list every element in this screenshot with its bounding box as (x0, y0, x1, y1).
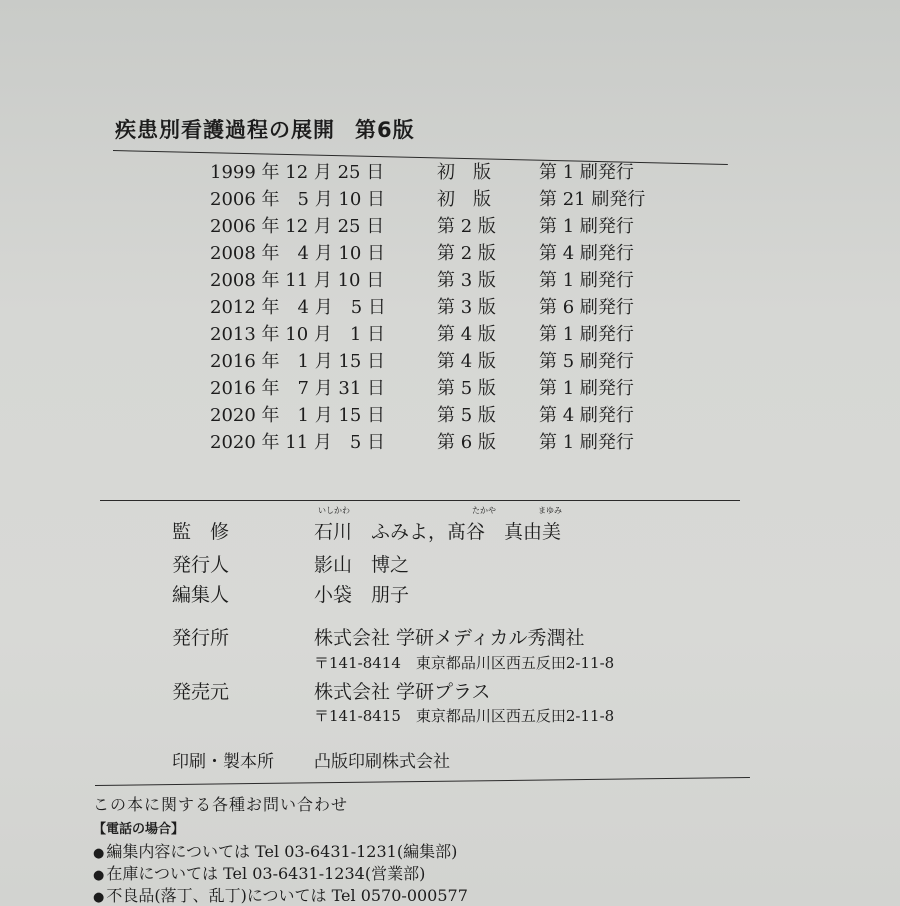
credit-value: 株式会社 学研メディカル秀潤社 (314, 627, 585, 649)
contact-heading: この本に関する各種お問い合わせ (93, 795, 349, 814)
history-edition: 第 4 版 (437, 324, 496, 345)
contact-line (93, 861, 793, 883)
history-edition: 第 5 版 (437, 378, 496, 399)
history-print: 第 1 刷発行 (539, 432, 634, 453)
history-row (210, 293, 670, 320)
history-date: 2020 年 11 月 5 日 (210, 432, 386, 453)
history-row (210, 428, 670, 455)
history-date: 2008 年 4 月 10 日 (210, 243, 386, 264)
history-print: 第 21 刷発行 (539, 189, 646, 210)
credit-value: 石川 ふみよ，髙谷 真由美 (314, 521, 562, 543)
history-divider (100, 500, 740, 501)
bullet-icon: ● (93, 846, 105, 861)
history-edition: 第 2 版 (437, 216, 496, 237)
credit-label: 印刷・製本所 (172, 752, 274, 772)
credit-label: 発売元 (172, 681, 230, 703)
ruby-ishikawa: いしかわ (318, 506, 350, 515)
contact-line-text: 編集内容については Tel 03-6431-1231(編集部) (106, 842, 458, 861)
history-date: 2006 年 12 月 25 日 (210, 216, 385, 237)
history-row (210, 158, 670, 185)
history-row (210, 347, 670, 374)
history-row (210, 401, 670, 428)
history-print: 第 1 刷発行 (539, 378, 634, 399)
history-edition: 第 5 版 (437, 405, 496, 426)
history-edition: 第 2 版 (437, 243, 496, 264)
history-date: 2012 年 4 月 5 日 (210, 297, 386, 318)
contact-line (93, 883, 793, 905)
history-date: 1999 年 12 月 25 日 (210, 162, 385, 183)
ruby-takaya: たかや (472, 506, 496, 515)
history-edition: 第 3 版 (437, 297, 496, 318)
ruby-mayumi: まゆみ (538, 506, 562, 515)
history-edition: 第 4 版 (437, 351, 496, 372)
history-edition: 初 版 (437, 162, 491, 183)
history-date: 2013 年 10 月 1 日 (210, 324, 386, 345)
history-row (210, 185, 670, 212)
bullet-icon: ● (93, 890, 105, 905)
book-title-main: 疾患別看護過程の展開 (115, 118, 335, 142)
history-edition: 初 版 (437, 189, 491, 210)
credit-label: 監 修 (172, 521, 230, 543)
history-date: 2020 年 1 月 15 日 (210, 405, 386, 426)
history-print: 第 5 刷発行 (539, 351, 634, 372)
phone-heading: 【電話の場合】 (93, 822, 185, 837)
history-print: 第 1 刷発行 (539, 270, 634, 291)
credit-value: 小袋 朋子 (314, 584, 410, 606)
credit-value: 凸版印刷株式会社 (314, 752, 450, 772)
contact-line-text: 不良品(落丁、乱丁)については Tel 0570-000577 (106, 886, 468, 905)
history-row (210, 239, 670, 266)
publisher-address: 〒141-8414 東京都品川区西五反田2-11-8 (314, 654, 615, 672)
history-print: 第 6 刷発行 (539, 297, 634, 318)
history-edition: 第 3 版 (437, 270, 496, 291)
book-title (115, 114, 415, 144)
history-edition: 第 6 版 (437, 432, 496, 453)
credit-label: 発行人 (172, 554, 230, 576)
history-print: 第 4 刷発行 (539, 405, 634, 426)
bullet-icon: ● (93, 868, 105, 883)
history-row (210, 374, 670, 401)
history-date: 2006 年 5 月 10 日 (210, 189, 386, 210)
contact-line (93, 839, 793, 861)
credit-value: 株式会社 学研プラス (314, 681, 491, 703)
contact-section (93, 792, 793, 905)
history-print: 第 1 刷発行 (539, 216, 634, 237)
credit-label: 発行所 (172, 627, 230, 649)
history-date: 2008 年 11 月 10 日 (210, 270, 385, 291)
credits-divider (95, 777, 750, 786)
history-date: 2016 年 1 月 15 日 (210, 351, 386, 372)
credit-label: 編集人 (172, 584, 230, 606)
history-print: 第 1 刷発行 (539, 324, 634, 345)
book-title-edition: 第6版 (355, 118, 415, 142)
history-print: 第 1 刷発行 (539, 162, 634, 183)
credit-value: 影山 博之 (314, 554, 410, 576)
history-row (210, 212, 670, 239)
history-row (210, 320, 670, 347)
history-print: 第 4 刷発行 (539, 243, 634, 264)
contact-line-text: 在庫については Tel 03-6431-1234(営業部) (106, 864, 426, 883)
distributor-address: 〒141-8415 東京都品川区西五反田2-11-8 (314, 707, 615, 725)
history-date: 2016 年 7 月 31 日 (210, 378, 386, 399)
history-row (210, 266, 670, 293)
edition-history (210, 158, 670, 455)
